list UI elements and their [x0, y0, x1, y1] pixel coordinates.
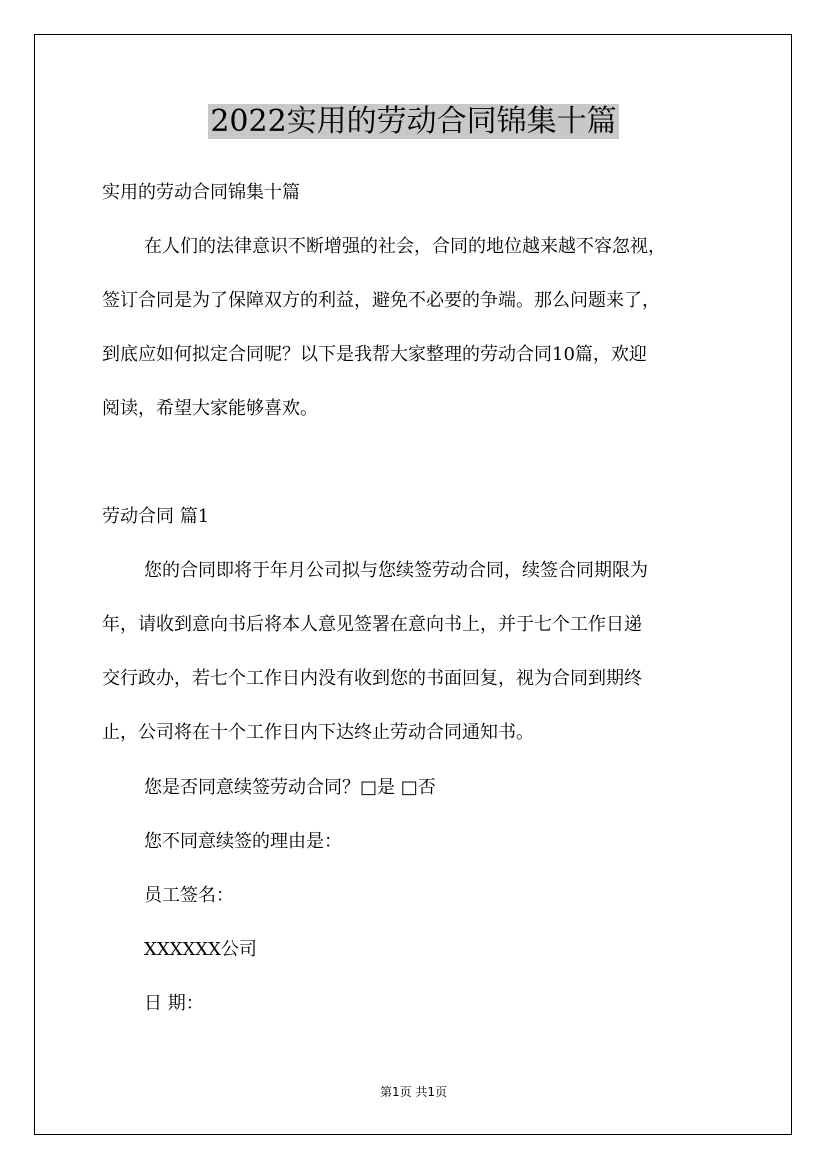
intro-line-2: 签订合同是为了保障双方的利益，避免不必要的争端。那么问题来了，	[102, 290, 660, 311]
date-field: 日 期：	[144, 993, 204, 1014]
employee-signature-field: 员工签名：	[144, 885, 234, 906]
intro-line-1: 在人们的法律意识不断增强的社会，合同的地位越来越不容忽视，	[144, 236, 666, 257]
section-heading: 劳动合同 篇1	[102, 506, 210, 527]
renewal-question: 您是否同意续签劳动合同？□是 □否	[144, 777, 436, 798]
refusal-reason-field: 您不同意续签的理由是：	[144, 831, 342, 852]
intro-line-3: 到底应如何拟定合同呢？以下是我帮大家整理的劳动合同10篇，欢迎	[102, 344, 647, 365]
section-body-line-2: 年，请收到意向书后将本人意见签署在意向书上，并于七个工作日递	[102, 614, 642, 635]
document-subtitle: 实用的劳动合同锦集十篇	[102, 182, 300, 203]
intro-line-4: 阅读，希望大家能够喜欢。	[102, 398, 318, 419]
section-body-line-3: 交行政办，若七个工作日内没有收到您的书面回复，视为合同到期终	[102, 668, 642, 689]
document-title	[0, 100, 827, 144]
section-body-line-4: 止，公司将在十个工作日内下达终止劳动合同通知书。	[102, 722, 534, 743]
document-title-text: 2022实用的劳动合同锦集十篇	[210, 104, 617, 139]
section-body-line-1: 您的合同即将于年月公司拟与您续签劳动合同，续签合同期限为	[144, 560, 648, 581]
page-footer: 第1页 共1页	[379, 1085, 448, 1099]
company-name: XXXXXX公司	[144, 939, 257, 960]
